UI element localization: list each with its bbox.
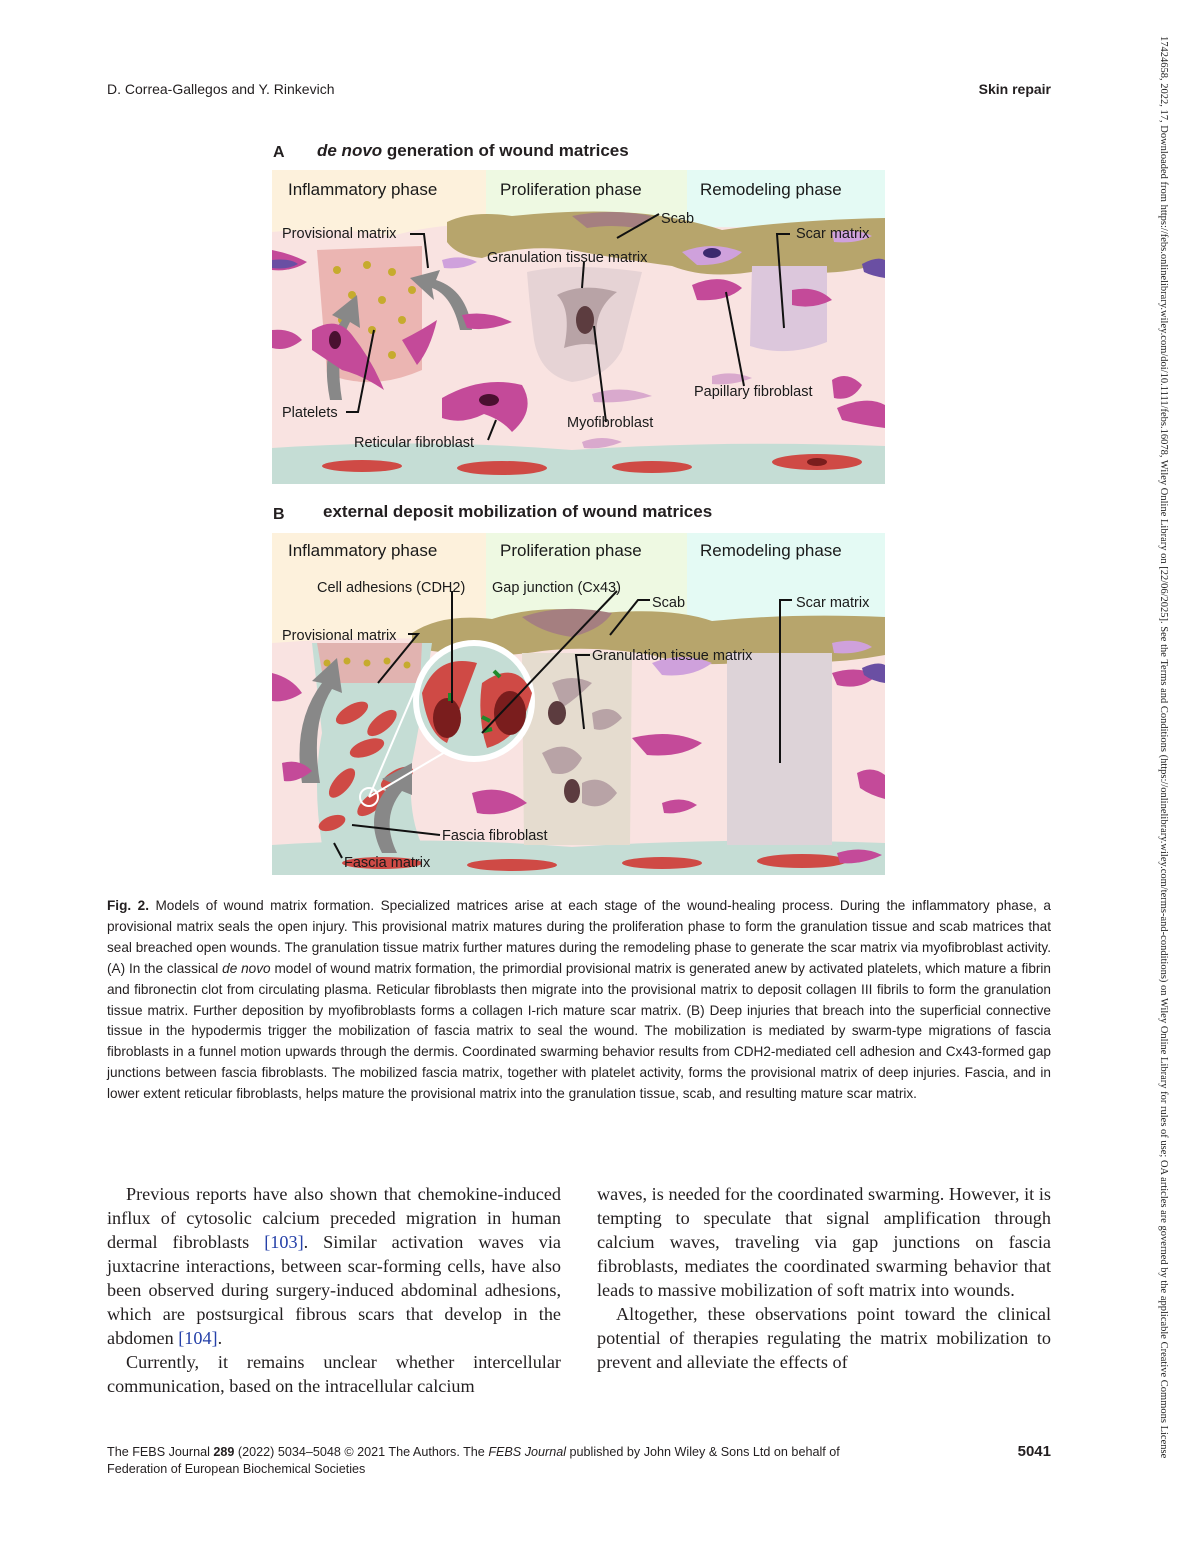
label-scar-matrix: Scar matrix [796, 226, 870, 242]
download-side-note: 17424658, 2022, 17, Downloaded from https://febs.onlinelibrary.wiley.com/doi/10.1111/febs.16078, Wiley Online Library on [22/06/2025]. See the Terms and Conditions (https://onlinelibrary.wiley.com/terms-and-conditions) on Wiley Online Library for rules of use; OA articles are governed by the applicable Creative Commons License [1158, 36, 1169, 1459]
figure-caption: Fig. 2. Models of wound matrix formation. Specialized matrices arise at each stage of the wound-healing process. During the inflammatory phase, a provisional matrix seals the open injury. This provisional matrix matures during the proliferation phase to form the granulation tissue and scab matrices that seal breached open wounds. The granulation tissue matrix further matures during the remodeling phase to generate the scar matrix via myofibroblast activity. (A) In the classical de novo model of wound matrix formation, the primordial provisional matrix is generated anew by activated platelets, which mature a fibrin and fibronectin clot from circulating plasma. Reticular fibroblasts then migrate into the provisional matrix to deposit collagen III fibrils to form the granulation tissue matrix. Further deposition by myofibroblasts forms a collagen I-rich mature scar matrix. (B) Deep injuries that breach into the superficial connective tissue in the hypodermis trigger the mobilization of fascia matrix to seal the wound. The mobilization is mediated by swarm-type migrations of fascia fibroblasts in a funnel motion upwards through the dermis. Coordinated swarming behavior results from CDH2-mediated cell adhesion and Cx43-formed gap junctions between fascia fibroblasts. The mobilized fascia matrix, together with platelet activity, forms the provisional matrix of deep injuries. Fascia, and in lower extent reticular fibroblasts, helps mature the provisional matrix into the granulation tissue, scab, and resulting mature scar matrix. [107, 898, 1051, 1102]
label-fascia-matrix: Fascia matrix [344, 855, 431, 871]
citation-104[interactable]: [104] [178, 1328, 218, 1348]
right-paragraph-2: Altogether, these observations point toward the clinical potential of therapies regulating the matrix mobilization to prevent and alleviate the effects of [597, 1304, 1051, 1372]
panel-a-phase-proliferation: Proliferation phase [500, 180, 642, 199]
running-head-section: Skin repair [978, 81, 1051, 97]
label-scab: Scab [661, 211, 695, 227]
label-papillary-fibroblast: Papillary fibroblast [694, 384, 813, 400]
left-paragraph-1: Previous reports have also shown that chemokine-induced influx of cytosolic calcium preceded migration in human dermal fibroblasts [103]. Similar activation waves via juxtacrine interactions, between scar-forming cells, have also been observed during surgery-induced abdominal adhesions, which are postsurgical fibrous scars that develop in the abdomen [104]. [107, 1184, 562, 1348]
label-myofibroblast: Myofibroblast [567, 415, 654, 431]
label-granulation-tissue-matrix: Granulation tissue matrix [487, 250, 648, 266]
label-cell-adhesions: Cell adhesions (CDH2) [317, 580, 466, 596]
label-fascia-fibroblast: Fascia fibroblast [442, 828, 548, 844]
left-paragraph-2: Currently, it remains unclear whether intercellular communication, based on the intracellular calcium [107, 1352, 561, 1396]
citation-103[interactable]: [103] [264, 1232, 304, 1252]
label-provisional-matrix-b: Provisional matrix [282, 628, 397, 644]
right-paragraph-1: waves, is needed for the coordinated swarming. However, it is tempting to speculate that signal amplification through calcium waves, traveling via gap junctions on fascia fibroblasts, mediates the coordinated swarming behavior that leads to massive mobilization of soft matrix into wounds. [597, 1184, 1051, 1300]
panel-b-phase-proliferation: Proliferation phase [500, 541, 642, 560]
label-scar-matrix-b: Scar matrix [796, 595, 870, 611]
journal-footer: The FEBS Journal 289 (2022) 5034–5048 © 2021 The Authors. The FEBS Journal published by John Wiley & Sons Ltd on behalf of Federation of European Biochemical Societies [107, 1445, 840, 1476]
panel-a-illustration [272, 170, 885, 484]
panel-b-title: external deposit mobilization of wound matrices [323, 502, 713, 521]
label-reticular-fibroblast: Reticular fibroblast [354, 435, 475, 451]
body-right-column [597, 1182, 1051, 1374]
panel-b-phase-inflammatory: Inflammatory phase [288, 541, 438, 560]
panel-b-phase-remodeling: Remodeling phase [700, 541, 842, 560]
label-granulation-tissue-matrix-b: Granulation tissue matrix [592, 648, 753, 664]
panel-a-phase-inflammatory: Inflammatory phase [288, 180, 438, 199]
page-number: 5041 [1017, 1443, 1051, 1460]
panel-a-title: de novo generation of wound matrices [317, 141, 629, 160]
label-scab-b: Scab [652, 595, 686, 611]
label-platelets: Platelets [282, 405, 338, 421]
running-head-authors: D. Correa-Gallegos and Y. Rinkevich [107, 81, 335, 97]
panel-a-letter: A [273, 144, 285, 161]
panel-a-phase-remodeling: Remodeling phase [700, 180, 842, 199]
body-left-column [107, 1182, 561, 1398]
label-provisional-matrix: Provisional matrix [282, 226, 397, 242]
panel-b-letter: B [273, 506, 285, 523]
label-gap-junction: Gap junction (Cx43) [492, 580, 621, 596]
panel-b-illustration [272, 533, 885, 875]
